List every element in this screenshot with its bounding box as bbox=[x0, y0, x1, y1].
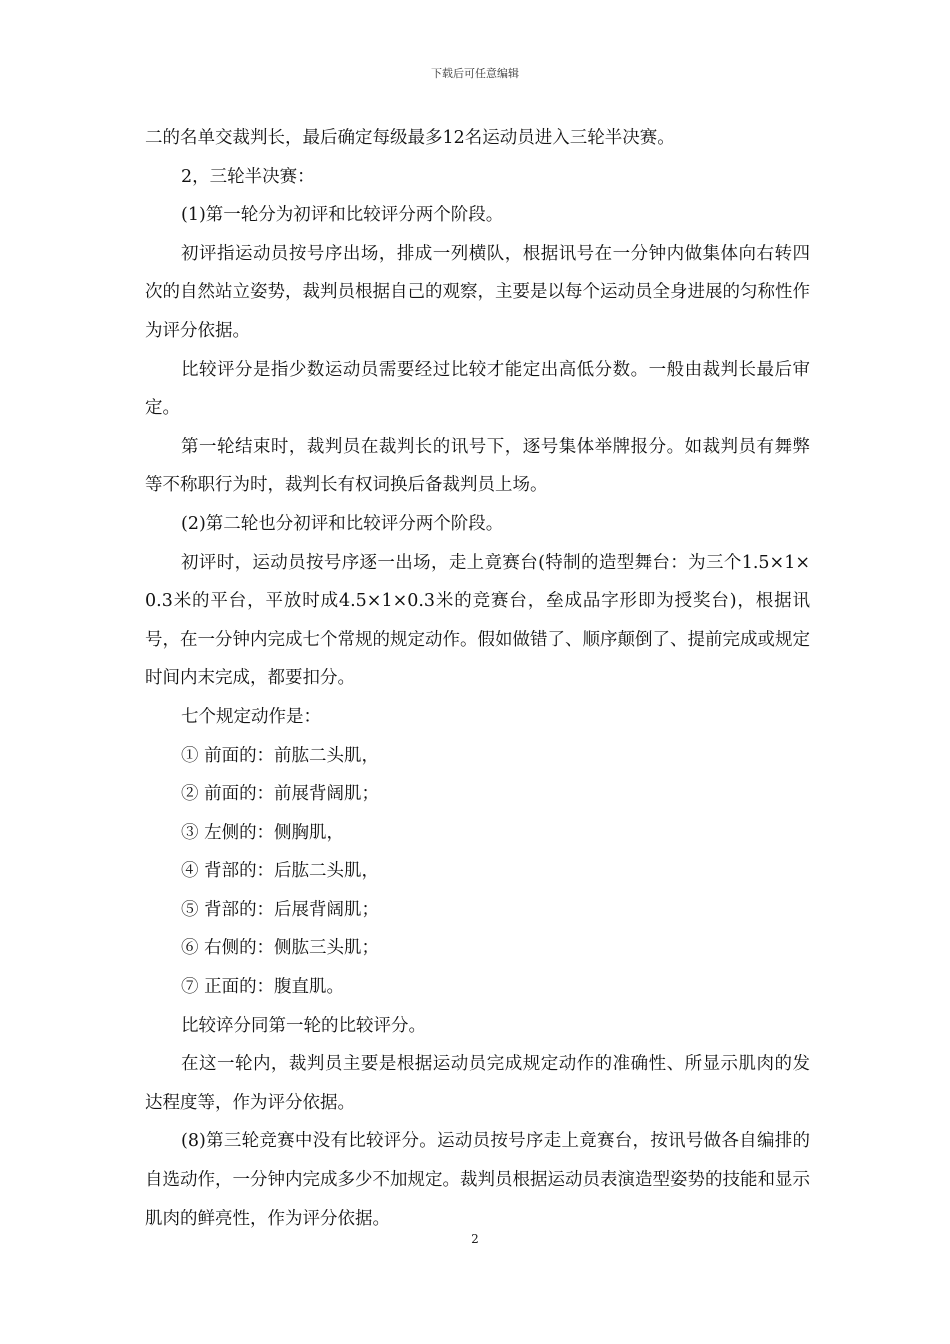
paragraph: 在这一轮内，裁判员主要是根据运动员完成规定动作的准确性、所显示肌肉的发达程度等，作为评分依据。 bbox=[145, 1054, 810, 1113]
subsection-heading: (2)第二轮也分初评和比较评分两个阶段。 bbox=[181, 513, 504, 534]
paragraph: 初评指运动员按号序出场，排成一列横队，根据讯号在一分钟内做集体向右转四次的自然站立姿势，裁判员根据自己的观察，主要是以每个运动员全身进展的匀称性作为评分依据。 bbox=[145, 243, 810, 341]
list-item: ③ 左侧的：侧胸肌， bbox=[181, 822, 345, 843]
paragraph: 初评时，运动员按号序逐一出场，走上竟赛台(特制的造型舞台：为三个1.5×1×0.3米的平台，平放时成4.5×1×0.3米的竞赛台，垒成品字形即为授奖台)，根据讯号，在一分钟内完成七个常规的规定动作。假如做错了、顺序颠倒了、提前完成或规定时间内末完成，都要扣分。 bbox=[145, 552, 810, 689]
list-item: ① 前面的：前肱二头肌， bbox=[181, 745, 380, 766]
section-heading: 2，三轮半决赛： bbox=[181, 166, 315, 187]
list-intro: 七个规定动作是： bbox=[181, 706, 321, 727]
list-item: ⑥ 右侧的：侧肱三头肌； bbox=[181, 938, 380, 959]
page-number: 2 bbox=[471, 1232, 479, 1246]
paragraph: 比较谇分同第一轮的比较评分。 bbox=[181, 1015, 426, 1036]
list-item: ⑤ 背部的：后展背阔肌； bbox=[181, 899, 380, 920]
paragraph: (8)第三轮竞赛中没有比较评分。运动员按号序走上竟赛台，按讯号做各自编排的自选动作，一分钟内完成多少不加规定。裁判员根据运动员表演造型姿势的技能和显示肌肉的鲜亮性，作为评分依据。 bbox=[145, 1131, 810, 1229]
subsection-heading: (1)第一轮分为初评和比较评分两个阶段。 bbox=[181, 205, 504, 226]
list-item: ② 前面的：前展背阔肌； bbox=[181, 784, 380, 805]
paragraph: 第一轮结束时，裁判员在裁判长的讯号下，逐号集体举牌报分。如裁判员有舞弊等不称职行为时，裁判长有权词换后备裁判员上场。 bbox=[145, 436, 810, 496]
paragraph: 比较评分是指少数运动员需要经过比较才能定出高低分数。一般由裁判长最后审定。 bbox=[145, 359, 810, 419]
list-item: ⑦ 正面的：腹直肌。 bbox=[181, 977, 345, 998]
page-header: 下载后可任意编辑 bbox=[431, 67, 519, 80]
list-item: ④ 背部的：后肱二头肌， bbox=[181, 861, 380, 882]
document-body bbox=[145, 119, 810, 1238]
paragraph: 二的名单交裁判长，最后确定每级最多12名运动员进入三轮半决赛。 bbox=[145, 128, 675, 148]
